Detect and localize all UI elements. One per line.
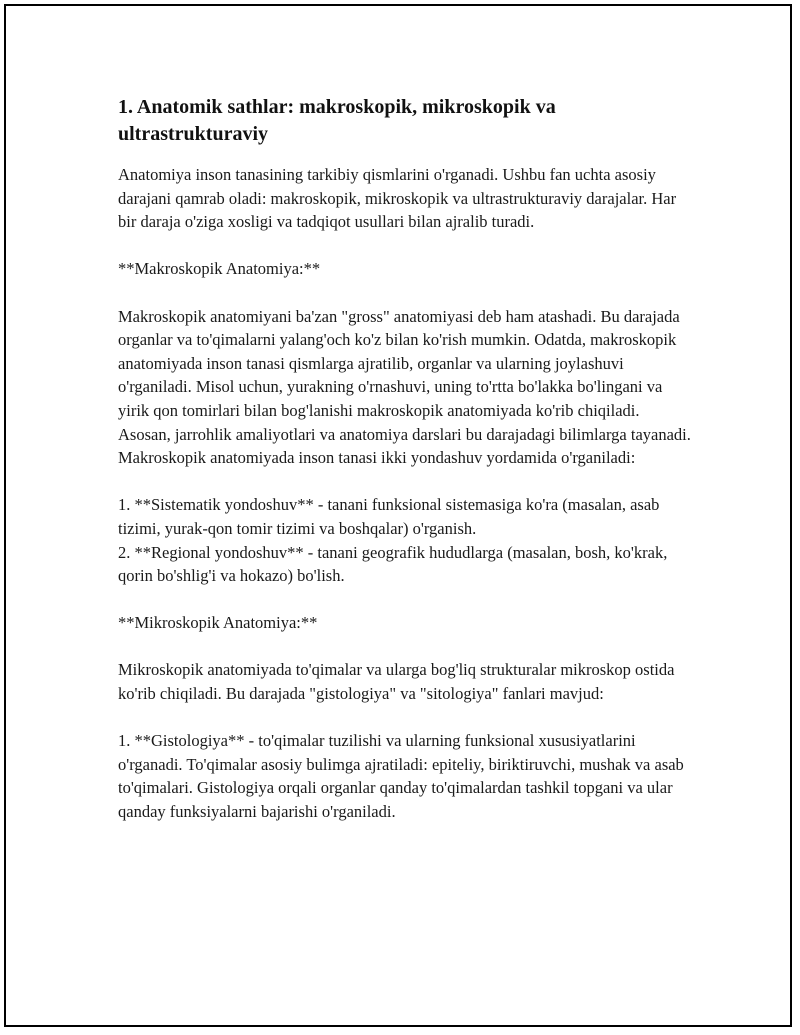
spacer	[118, 706, 693, 730]
macro-list-item-2: 2. **Regional yondoshuv** - tanani geografik hududlarga (masalan, bosh, ko'krak, qorin bo'shlig'i va hokazo) bo'lish.	[118, 542, 668, 586]
macro-paragraph: Makroskopik anatomiyani ba'zan "gross" anatomiyasi deb ham atashadi. Bu darajada organlar va to'qimalarni yalang'och ko'z bilan ko'rish mumkin. Odatda, makroskopik anatomiyada inson tanasi qismlarga ajratilib, organlar va ularning joylashuvi o'rganiladi. Misol uchun, yurakning o'rnashuvi, uning to'rtta bo'lakka bo'lingani va yirik qon tomirlari bilan bog'lanishi makroskopik anatomiyada ko'rib chiqiladi. Asosan, jarrohlik amaliyotlari va anatomiya darslari bu darajadagi bilimlarga tayanadi. Makroskopik anatomiyada inson tanasi ikki yondashuv yordamida o'rganiladi:	[118, 306, 691, 468]
spacer	[118, 635, 693, 659]
spacer	[118, 234, 693, 258]
spacer	[118, 588, 693, 612]
spacer	[118, 281, 693, 305]
macro-list-item-1: 1. **Sistematik yondoshuv** - tanani funksional sistemasiga ko'ra (masalan, asab tizimi, yurak-qon tomir tizimi va boshqalar) o'rganish.	[118, 495, 660, 538]
micro-title: **Mikroskopik Anatomiya:**	[118, 613, 318, 633]
macro-title: **Makroskopik Anatomiya:**	[118, 259, 321, 279]
section-heading: 1. Anatomik sathlar: makroskopik, mikroskopik va ultrastrukturaviy	[118, 96, 556, 145]
document-body	[118, 94, 693, 824]
micro-paragraph: Mikroskopik anatomiyada to'qimalar va ularga bog'liq strukturalar mikroskop ostida ko'rib chiqiladi. Bu darajada "gistologiya" va "sitologiya" fanlari mavjud:	[118, 660, 675, 704]
intro-paragraph: Anatomiya inson tanasining tarkibiy qismlarini o'rganadi. Ushbu fan uchta asosiy darajani qamrab oladi: makroskopik, mikroskopik va ultrastrukturaviy darajalar. Har bir daraja o'ziga xosligi va tadqiqot usullari bilan ajralib turadi.	[118, 165, 677, 232]
spacer	[118, 470, 693, 494]
micro-list-item-1: 1. **Gistologiya** - to'qimalar tuzilishi va ularning funksional xususiyatlarini o'rganadi. To'qimalar asosiy bulimga ajratiladi: epiteliy, biriktiruvchi, mushak va asab to'qimalari. Gistologiya orqali organlar qanday to'qimalardan tashkil topgani va ular qanday funksiyalarni bajarishi o'rganiladi.	[118, 731, 684, 822]
